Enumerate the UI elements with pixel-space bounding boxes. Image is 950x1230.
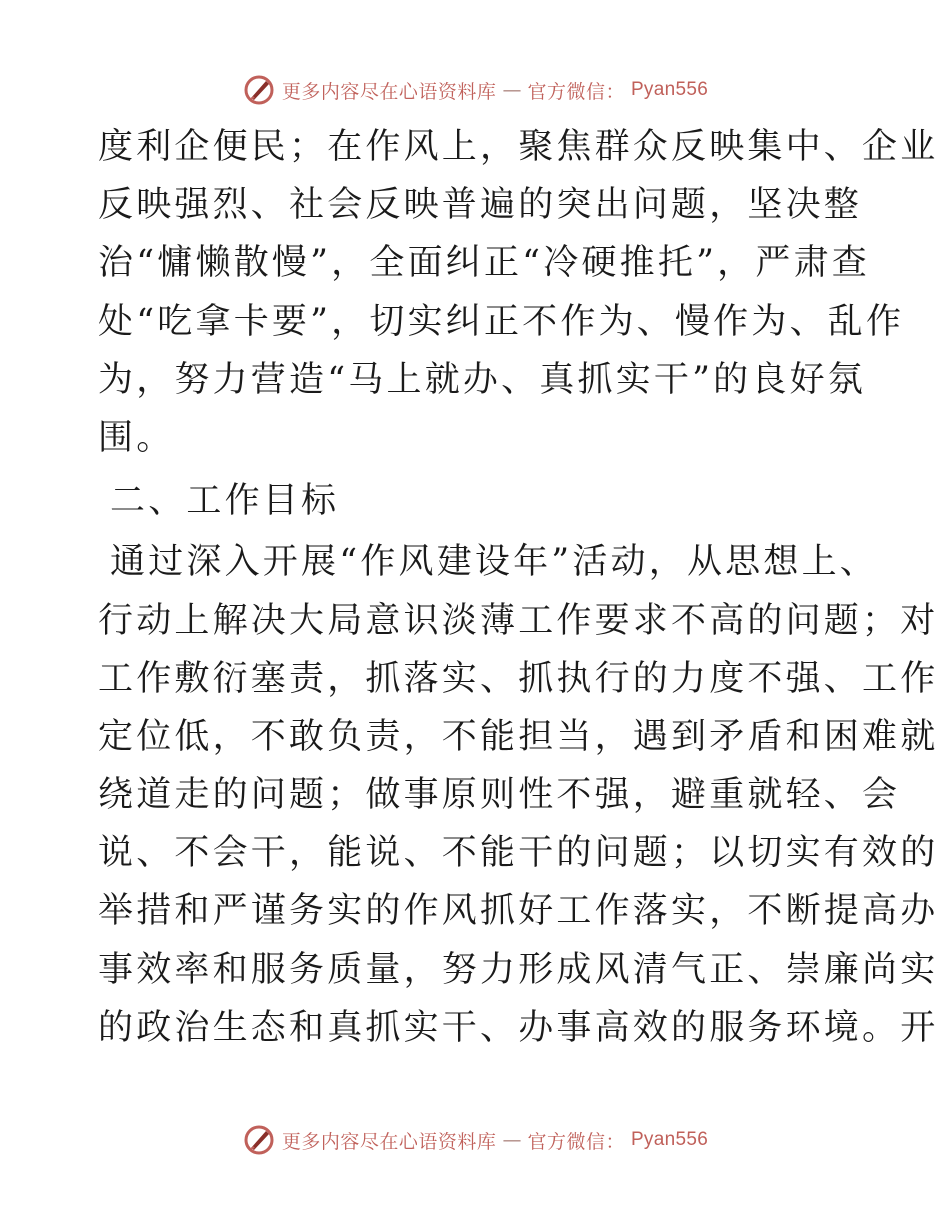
text-line: 说、不会干，能说、不能干的问题；以切实有效的	[98, 833, 939, 874]
text-line: 度利企便民；在作风上，聚焦群众反映集中、企业	[98, 127, 939, 167]
text-line: 绕道走的问题；做事原则性不强，避重就轻、会	[98, 775, 901, 816]
text-line: 处“吃拿卡要”，切实纠正不作为、慢作为、乱作	[98, 301, 905, 342]
text-line: 为，努力营造“马上就办、真抓实干”的良好氛	[98, 359, 866, 400]
text-line: 工作敷衍塞责，抓落实、抓执行的力度不强、工作	[98, 658, 939, 699]
watermark-dash: —	[502, 79, 522, 101]
quill-pen-logo-icon	[242, 73, 276, 107]
watermark-text: 更多内容尽在心语资料库	[281, 1130, 497, 1153]
text-line: 举措和严谨务实的作风抓好工作落实，不断提高办	[98, 891, 939, 932]
text-line: 治“慵懒散慢”，全面纠正“冷硬推托”，严肃查	[98, 243, 870, 284]
watermark-label: 官方微信：	[527, 80, 625, 103]
section-heading: 二、工作目标	[110, 481, 340, 522]
document-body	[98, 118, 939, 1057]
watermark-label: 官方微信：	[527, 1130, 625, 1153]
watermark-handle: Pyan556	[630, 79, 709, 100]
footer-watermark	[0, 1120, 950, 1160]
header-watermark	[0, 70, 950, 110]
paragraph-2	[98, 533, 939, 1057]
text-line: 定位低，不敢负责，不能担当，遇到矛盾和困难就	[98, 716, 939, 757]
text-line: 的政治生态和真抓实干、办事高效的服务环境。开	[98, 1007, 939, 1048]
text-line: 围。	[98, 417, 175, 458]
text-line: 通过深入开展“作风建设年”活动，从思想上、	[110, 542, 878, 583]
watermark-text: 更多内容尽在心语资料库	[281, 80, 497, 103]
text-line: 事效率和服务质量，努力形成风清气正、崇廉尚实	[98, 949, 939, 990]
paragraph-1	[98, 118, 939, 467]
text-line: 行动上解决大局意识淡薄工作要求不高的问题；对	[98, 600, 939, 641]
watermark-dash: —	[502, 1129, 522, 1151]
text-line: 反映强烈、社会反映普遍的突出问题，坚决整	[98, 185, 863, 226]
watermark-handle: Pyan556	[630, 1129, 709, 1150]
quill-pen-logo-icon	[242, 1123, 276, 1157]
